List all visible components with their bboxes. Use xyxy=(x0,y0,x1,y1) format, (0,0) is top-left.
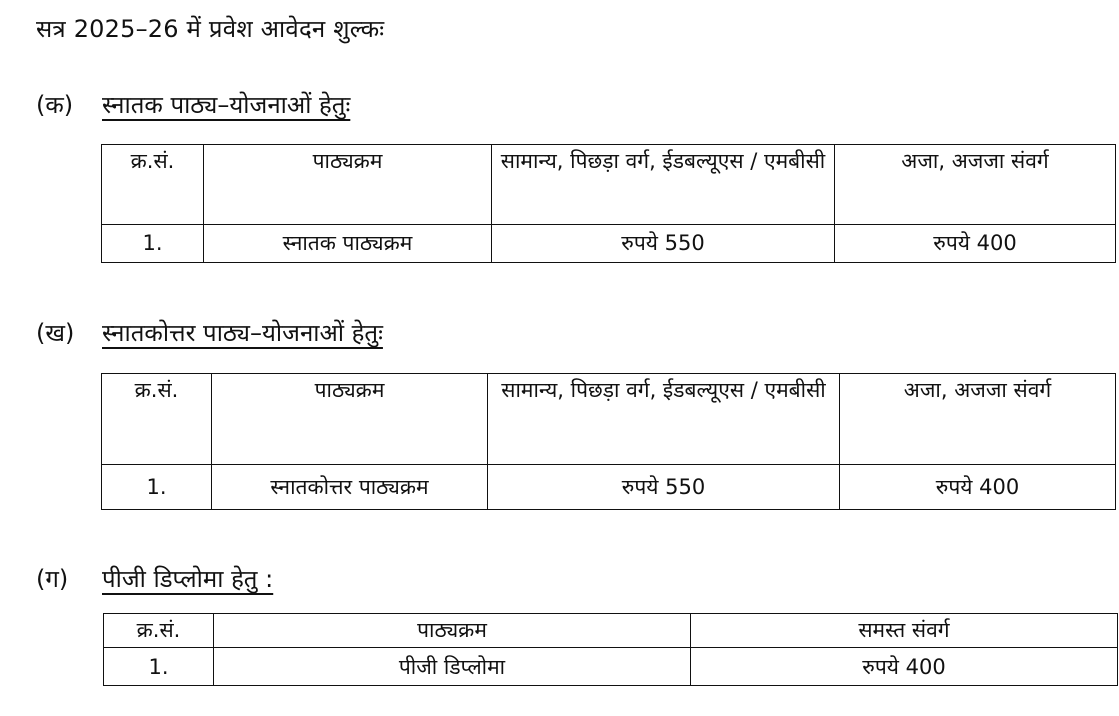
section-marker: (क) xyxy=(36,91,74,119)
section-marker: (ग) xyxy=(36,565,69,593)
col-header-serial: क्र.सं. xyxy=(104,614,214,648)
section-title: स्नातकोत्तर पाठ्य–योजनाओं हेतुः xyxy=(102,319,383,347)
col-header-sc-st: अजा, अजजा संवर्ग xyxy=(835,145,1116,225)
cell-serial: 1. xyxy=(102,465,212,510)
cell-sc-st-fee: रुपये 400 xyxy=(840,465,1116,510)
cell-course: पीजी डिप्लोमा xyxy=(214,648,691,686)
section-title: स्नातक पाठ्य–योजनाओं हेतुः xyxy=(102,91,351,119)
table-header-row xyxy=(104,614,1118,648)
table-header-row xyxy=(102,374,1116,465)
cell-general-fee: रुपये 550 xyxy=(488,465,840,510)
col-header-serial: क्र.सं. xyxy=(102,374,212,465)
table-row xyxy=(102,225,1116,263)
pg-fee-table xyxy=(101,373,1116,510)
cell-sc-st-fee: रुपये 400 xyxy=(835,225,1116,263)
cell-serial: 1. xyxy=(104,648,214,686)
cell-serial: 1. xyxy=(102,225,204,263)
section-heading-pg-diploma xyxy=(36,562,273,595)
table-row xyxy=(102,465,1116,510)
col-header-course: पाठ्यक्रम xyxy=(212,374,488,465)
section-title: पीजी डिप्लोमा हेतु : xyxy=(102,565,274,593)
section-marker: (ख) xyxy=(36,319,75,347)
page-title: सत्र 2025–26 में प्रवेश आवेदन शुल्कः xyxy=(36,15,385,43)
section-heading-ug xyxy=(36,88,350,121)
table-header-row xyxy=(102,145,1116,225)
ug-fee-table xyxy=(101,144,1116,263)
section-heading-pg xyxy=(36,316,383,349)
col-header-all-categories: समस्त संवर्ग xyxy=(691,614,1118,648)
col-header-general: सामान्य, पिछड़ा वर्ग, ईडबल्यूएस / एमबीसी xyxy=(488,374,840,465)
col-header-course: पाठ्यक्रम xyxy=(214,614,691,648)
cell-course: स्नातक पाठ्यक्रम xyxy=(204,225,492,263)
pg-diploma-fee-table xyxy=(103,613,1118,686)
col-header-serial: क्र.सं. xyxy=(102,145,204,225)
cell-course: स्नातकोत्तर पाठ्यक्रम xyxy=(212,465,488,510)
table-row xyxy=(104,648,1118,686)
col-header-sc-st: अजा, अजजा संवर्ग xyxy=(840,374,1116,465)
cell-fee: रुपये 400 xyxy=(691,648,1118,686)
col-header-general: सामान्य, पिछड़ा वर्ग, ईडबल्यूएस / एमबीसी xyxy=(492,145,835,225)
cell-general-fee: रुपये 550 xyxy=(492,225,835,263)
col-header-course: पाठ्यक्रम xyxy=(204,145,492,225)
